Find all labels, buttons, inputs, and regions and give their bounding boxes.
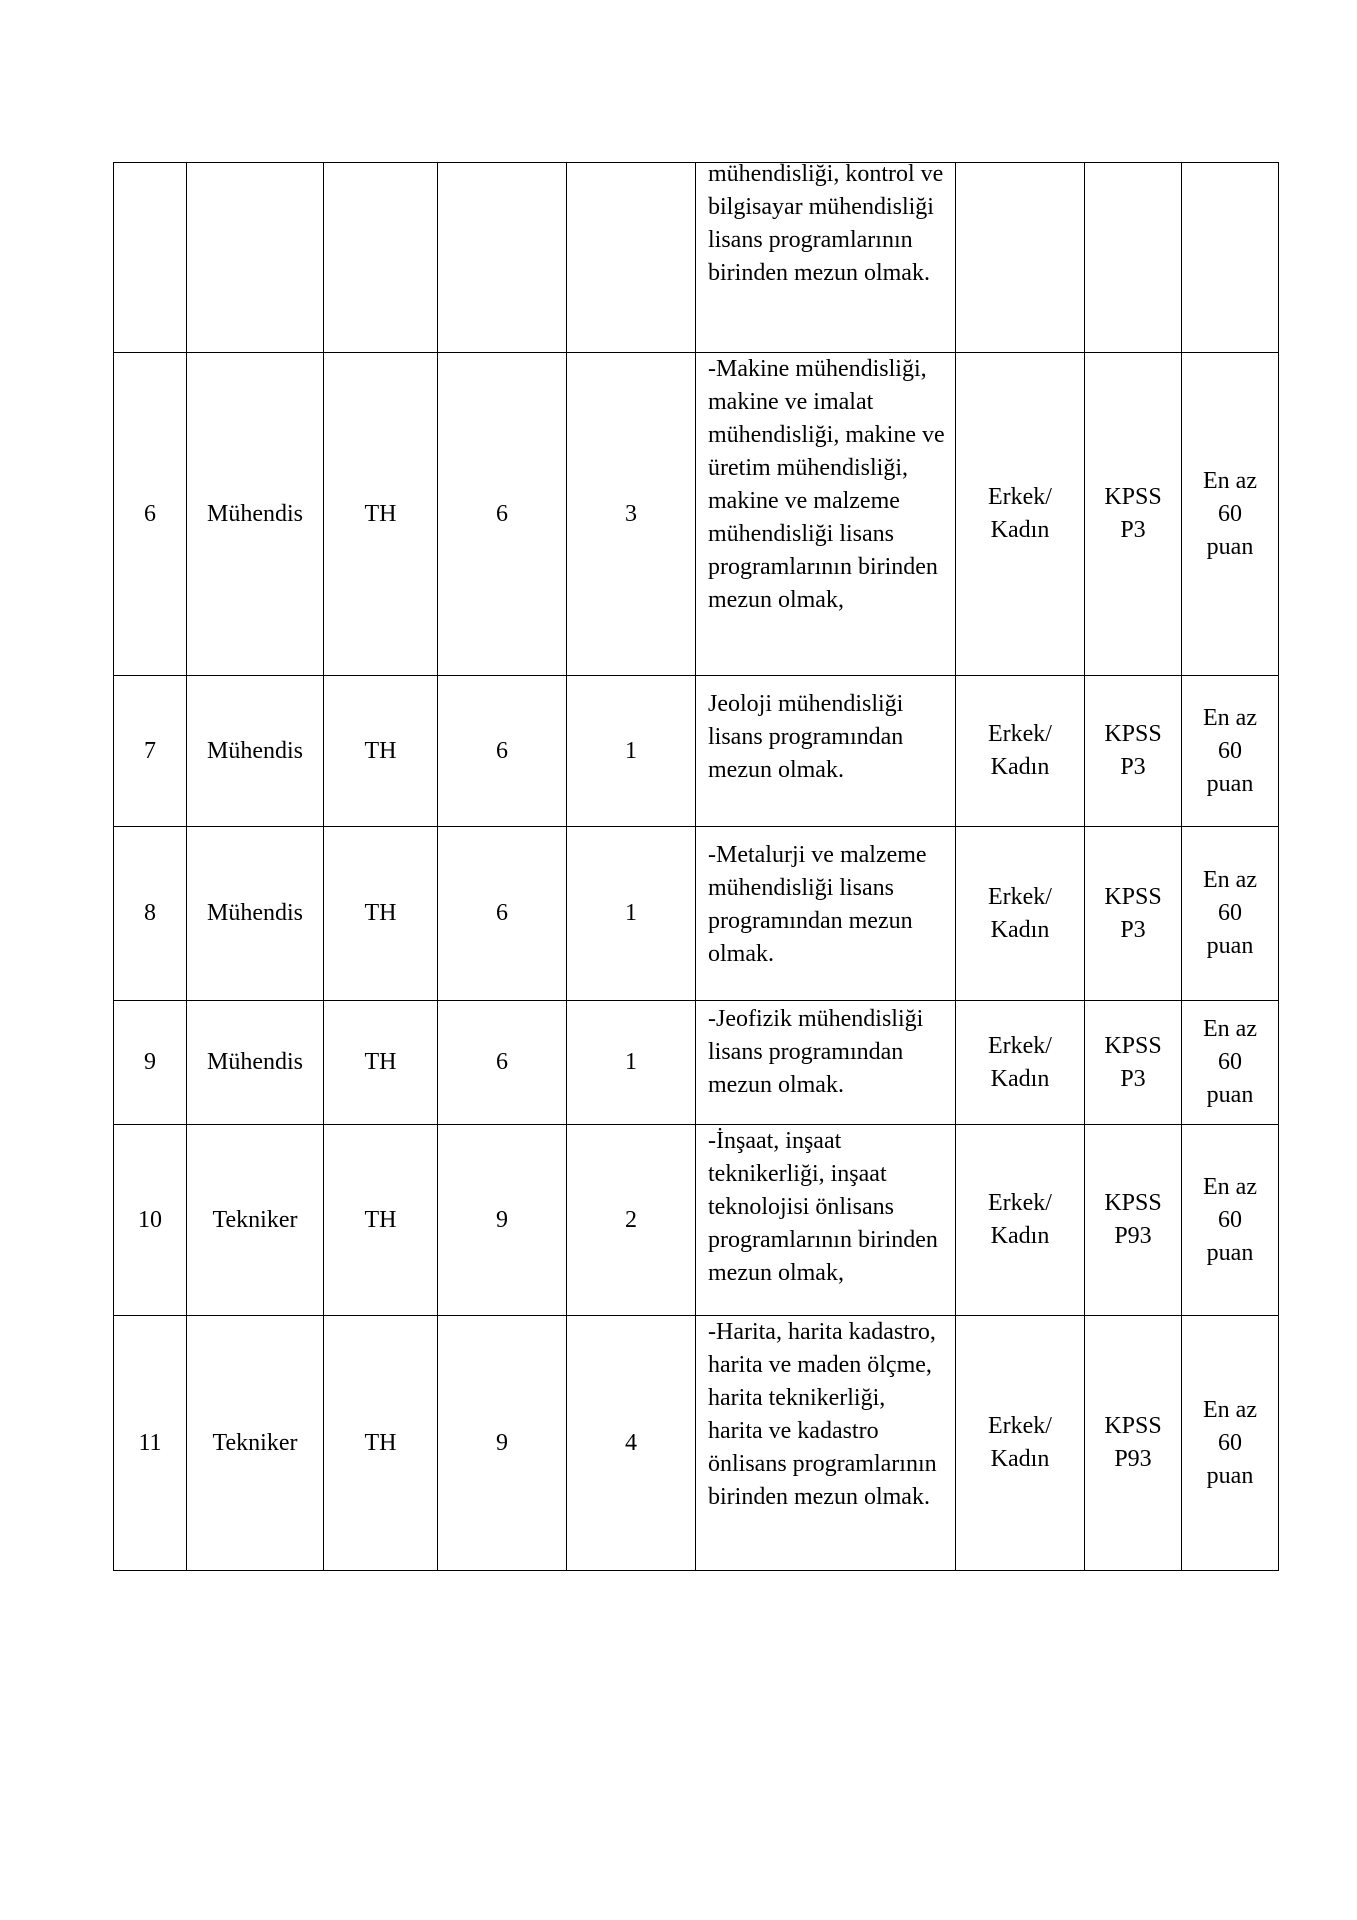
cell-degree: 9	[438, 1316, 567, 1571]
cell-title: Mühendis	[187, 676, 324, 827]
cell-exam	[1085, 1001, 1182, 1125]
description-text: -Jeofizik mühendisliği lisans programından mezun olmak.	[708, 1006, 924, 1098]
description-text: mühendisliği, kontrol ve bilgisayar mühendisliği lisans programlarının birinden mezun olmak.	[708, 162, 944, 286]
gender-line-1: Erkek/	[988, 883, 1052, 910]
cell-no: 8	[114, 827, 187, 1001]
table-row	[114, 1125, 1279, 1316]
exam-line-2: P93	[1114, 1446, 1152, 1472]
cell-exam	[1085, 353, 1182, 676]
cell-no	[114, 163, 187, 353]
cell-count: 1	[567, 827, 696, 1001]
cell-count: 3	[567, 353, 696, 676]
cell-exam	[1085, 1125, 1182, 1316]
cell-count: 4	[567, 1316, 696, 1571]
table-row	[114, 676, 1279, 827]
min-score-line-2: 60	[1218, 1049, 1242, 1075]
cell-gender	[956, 163, 1085, 353]
positions-table	[113, 162, 1279, 1571]
cell-count	[567, 163, 696, 353]
exam-line-2: P93	[1114, 1223, 1152, 1249]
gender-line-2: Kadın	[990, 1223, 1050, 1249]
exam-line-2: P3	[1120, 916, 1146, 943]
cell-description	[696, 163, 956, 353]
gender-line-1: Erkek/	[988, 1413, 1052, 1439]
min-score-line-2: 60	[1218, 1429, 1242, 1456]
cell-min-score	[1182, 676, 1279, 827]
cell-degree	[438, 163, 567, 353]
cell-description	[696, 827, 956, 1001]
cell-class: TH	[324, 1316, 438, 1571]
cell-class: TH	[324, 676, 438, 827]
cell-gender	[956, 1316, 1085, 1571]
cell-gender	[956, 827, 1085, 1001]
cell-min-score	[1182, 827, 1279, 1001]
min-score-line-3: puan	[1206, 1239, 1254, 1266]
description-text: -Metalurji ve malzeme mühendisliği lisans programından mezun olmak.	[708, 842, 927, 967]
cell-gender	[956, 1001, 1085, 1125]
cell-degree: 9	[438, 1125, 567, 1316]
cell-title: Tekniker	[187, 1125, 324, 1316]
cell-degree: 6	[438, 827, 567, 1001]
gender-line-2: Kadın	[990, 1446, 1050, 1472]
cell-exam	[1085, 1316, 1182, 1571]
cell-class: TH	[324, 1125, 438, 1316]
cell-title: Mühendis	[187, 827, 324, 1001]
cell-min-score	[1182, 1316, 1279, 1571]
cell-no: 7	[114, 676, 187, 827]
min-score-line-1: En az	[1203, 1396, 1257, 1423]
cell-title: Tekniker	[187, 1316, 324, 1571]
exam-line-1: KPSS	[1104, 1190, 1162, 1216]
cell-count: 1	[567, 676, 696, 827]
min-score-line-1: En az	[1203, 1173, 1257, 1200]
min-score-line-1: En az	[1203, 467, 1257, 494]
cell-description	[696, 1001, 956, 1125]
exam-line-1: KPSS	[1104, 1413, 1162, 1439]
cell-exam	[1085, 163, 1182, 353]
cell-exam	[1085, 676, 1182, 827]
cell-description	[696, 676, 956, 827]
cell-no: 11	[114, 1316, 187, 1571]
cell-description	[696, 1125, 956, 1316]
gender-line-1: Erkek/	[988, 1032, 1052, 1059]
min-score-line-2: 60	[1218, 737, 1242, 764]
exam-line-1: KPSS	[1104, 883, 1162, 910]
cell-description	[696, 1316, 956, 1571]
cell-no: 6	[114, 353, 187, 676]
table-row	[114, 1316, 1279, 1571]
cell-min-score	[1182, 1001, 1279, 1125]
description-text: Jeoloji mühendisliği lisans programından mezun olmak.	[708, 691, 904, 783]
description-text: -Makine mühendisliği, makine ve imalat mühendisliği, makine ve üretim mühendisliği, makine ve malzeme mühendisliği lisans programlarının birinden mezun olmak,	[708, 356, 945, 613]
gender-line-2: Kadın	[990, 1065, 1050, 1092]
cell-title	[187, 163, 324, 353]
gender-line-1: Erkek/	[988, 1190, 1052, 1216]
cell-min-score	[1182, 353, 1279, 676]
cell-degree: 6	[438, 353, 567, 676]
min-score-line-1: En az	[1203, 1016, 1257, 1042]
cell-no: 10	[114, 1125, 187, 1316]
cell-no: 9	[114, 1001, 187, 1125]
table-row-continuation	[114, 163, 1279, 353]
gender-line-2: Kadın	[990, 916, 1050, 943]
cell-count: 2	[567, 1125, 696, 1316]
gender-line-2: Kadın	[990, 754, 1050, 780]
min-score-line-2: 60	[1218, 900, 1242, 926]
exam-line-2: P3	[1120, 754, 1146, 780]
min-score-line-2: 60	[1218, 500, 1242, 527]
table-row	[114, 827, 1279, 1001]
cell-degree: 6	[438, 1001, 567, 1125]
cell-gender	[956, 676, 1085, 827]
cell-class: TH	[324, 353, 438, 676]
cell-count: 1	[567, 1001, 696, 1125]
exam-line-1: KPSS	[1104, 721, 1162, 747]
cell-description	[696, 353, 956, 676]
cell-degree: 6	[438, 676, 567, 827]
exam-line-1: KPSS	[1104, 1032, 1162, 1059]
min-score-line-1: En az	[1203, 867, 1257, 893]
cell-title: Mühendis	[187, 353, 324, 676]
cell-gender	[956, 1125, 1085, 1316]
min-score-line-3: puan	[1206, 533, 1254, 560]
min-score-line-3: puan	[1206, 770, 1254, 797]
cell-title: Mühendis	[187, 1001, 324, 1125]
table-row	[114, 353, 1279, 676]
cell-class: TH	[324, 827, 438, 1001]
description-text: -Harita, harita kadastro, harita ve maden ölçme, harita teknikerliği, harita ve kadastro önlisans programlarının birinden mezun olmak.	[708, 1319, 937, 1510]
exam-line-2: P3	[1120, 1065, 1146, 1092]
cell-class	[324, 163, 438, 353]
exam-line-1: KPSS	[1104, 484, 1162, 510]
cell-gender	[956, 353, 1085, 676]
cell-min-score	[1182, 1125, 1279, 1316]
gender-line-2: Kadın	[990, 517, 1050, 543]
min-score-line-1: En az	[1203, 704, 1257, 731]
cell-min-score	[1182, 163, 1279, 353]
min-score-line-2: 60	[1218, 1206, 1242, 1233]
min-score-line-3: puan	[1206, 1462, 1254, 1489]
gender-line-1: Erkek/	[988, 721, 1052, 747]
cell-exam	[1085, 827, 1182, 1001]
gender-line-1: Erkek/	[988, 484, 1052, 510]
table-row	[114, 1001, 1279, 1125]
description-text: -İnşaat, inşaat teknikerliği, inşaat teknolojisi önlisans programlarının birinden mezun olmak,	[708, 1128, 938, 1286]
min-score-line-3: puan	[1206, 933, 1254, 959]
cell-class: TH	[324, 1001, 438, 1125]
exam-line-2: P3	[1120, 517, 1146, 543]
min-score-line-3: puan	[1206, 1082, 1254, 1108]
